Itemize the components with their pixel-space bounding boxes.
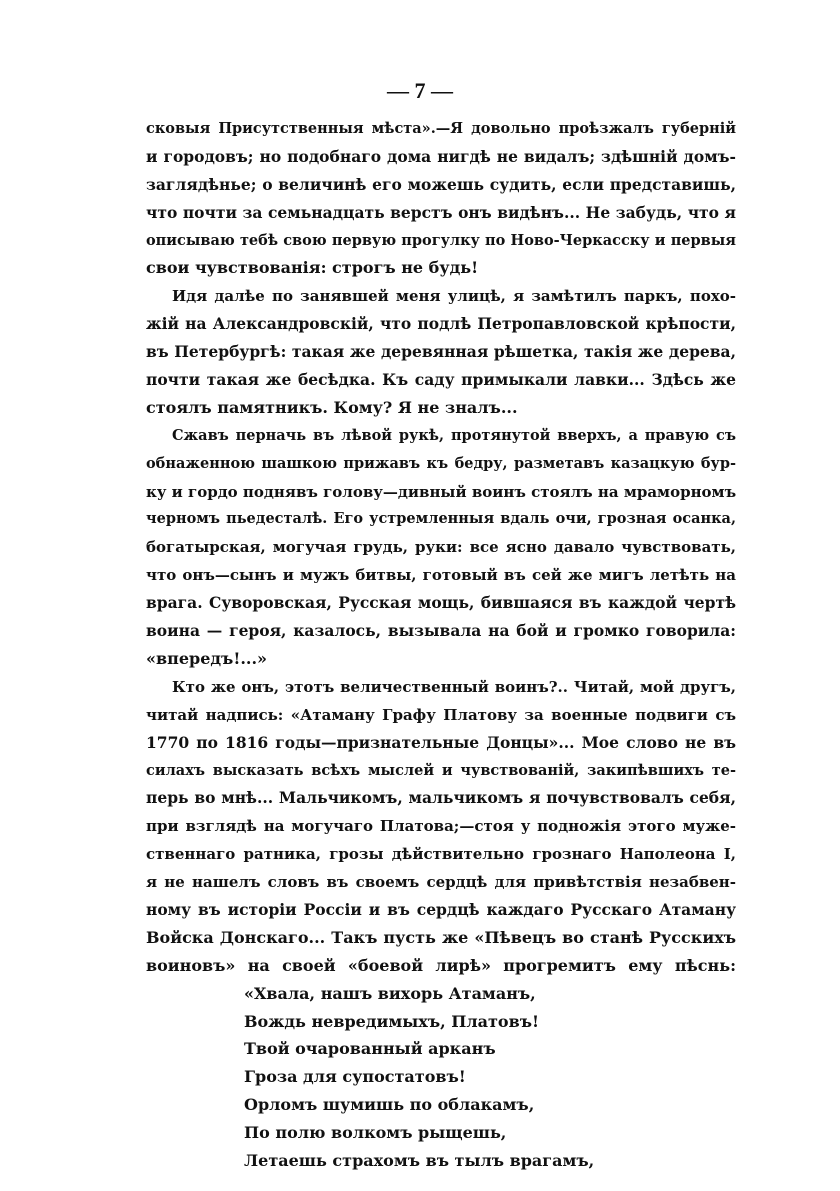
text-line: ку и гордо поднявъ голову—дивный воинъ стоялъ на мраморномъ [146,483,737,501]
paragraph-start-line: Сжавъ перначь въ лѣвой рукѣ, протянутой вверхъ, а правую съ [172,427,736,444]
verse-line: «Хвала, нашъ вихорь Атаманъ, [244,984,536,1003]
verse-line: По полю волкомъ рыщешь, [244,1123,507,1142]
text-line: стоялъ памятникъ. Кому? Я не зналъ... [146,398,518,417]
text-line: богатырская, могучая грудь, руки: все ясно давало чувствовать, [146,538,736,556]
text-line: черномъ пьедесталѣ. Его устремленныя вдаль очи, грозная осанка, [146,510,736,527]
verse-line: Твой очарованный арканъ [244,1039,496,1058]
paragraph-start-line: Кто же онъ, этотъ величественный воинъ?.. Читай, мой другъ, [172,678,736,696]
text-line: что онъ—сынъ и мужъ битвы, готовый въ сей же мигъ летѣть на [146,566,736,584]
text-line: ственнаго ратника, грозы дѣйствительно грознаго Наполеона I, [146,845,736,863]
text-line: въ Петербургѣ: такая же деревянная рѣшетка, такія же дерева, [146,342,736,361]
text-line: обнаженною шашкою прижавъ къ бедру, разметавъ казацкую бур- [146,455,736,472]
text-line: я не нашелъ словъ въ своемъ сердцѣ для привѣтствія незабвен- [146,873,736,891]
text-line: силахъ высказать всѣхъ мыслей и чувствованій, закипѣвшихъ те- [146,762,736,779]
page-number: — 7 — [387,78,453,103]
text-line: что почти за семьнадцать верстъ онъ видѣнъ... Не забудь, что я [146,203,736,222]
text-line: сковыя Присутственныя мѣста».—Я довольно проѣзжалъ губерній [146,120,736,137]
text-line: ному въ исторіи Россіи и въ сердцѣ каждаго Русскаго Атаману [146,900,736,919]
text-line: почти такая же бесѣдка. Къ саду примыкали лавки... Здѣсь же [146,370,736,389]
verse-line: Гроза для супостатовъ! [244,1067,466,1086]
text-line: воиновъ» на своей «боевой лирѣ» прогремитъ ему пѣснь: [146,956,736,975]
text-line: врага. Суворовская, Русская мощь, бившаяся въ каждой чертѣ [146,593,736,612]
text-line: описываю тебѣ свою первую прогулку по Ново-Черкасску и первыя [146,232,736,249]
text-line: заглядѣнье; о величинѣ его можешь судить, если представишь, [146,175,736,194]
verse-line: Орломъ шумишь по облакамъ, [244,1095,535,1114]
text-line: воина — героя, казалось, вызывала на бой и громко говорила: [146,621,736,640]
text-line: читай надпись: «Атаману Графу Платову за военные подвиги съ [146,706,736,724]
text-line: 1770 по 1816 годы—признательные Донцы»... Мое слово не въ [146,733,736,752]
text-line: при взглядѣ на могучаго Платова;—стоя у подножія этого муже- [146,817,736,835]
text-line: «впередъ!...» [146,649,268,668]
paragraph-start-line: Идя далѣе по занявшей меня улицѣ, я замѣтилъ паркъ, похо- [172,287,736,305]
text-line: и городовъ; но подобнаго дома нигдѣ не видалъ; здѣшній домъ- [146,147,736,166]
text-line: свои чувствованія: строгъ не будь! [146,258,479,277]
text-line: жій на Александровскій, что подлѣ Петропавловской крѣпости, [146,314,736,333]
verse-line: Летаешь страхомъ въ тылъ врагамъ, [244,1151,595,1170]
text-line: Войска Донскаго... Такъ пусть же «Пѣвецъ во станѣ Русскихъ [146,928,736,947]
verse-line: Вождь невредимыхъ, Платовъ! [244,1012,539,1031]
text-line: перь во мнѣ... Мальчикомъ, мальчикомъ я почувствовалъ себя, [146,788,736,807]
